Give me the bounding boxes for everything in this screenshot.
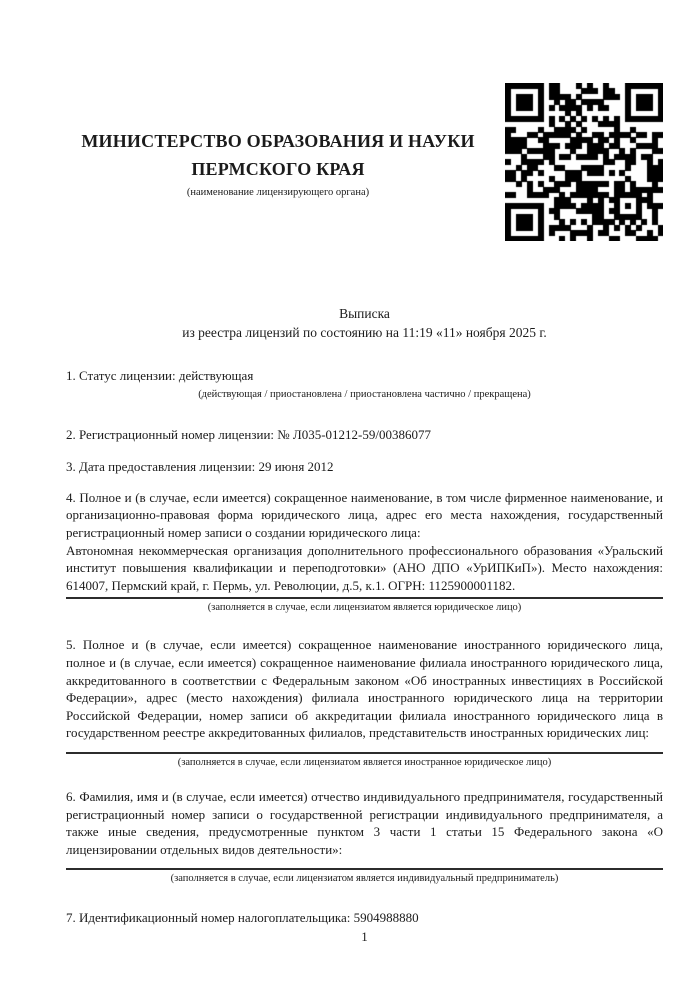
section-grant-date xyxy=(66,458,663,476)
page-number: 1 xyxy=(361,929,368,944)
taxpayer-number-text: 7. Идентификационный номер налогоплательщика: 5904988880 xyxy=(66,910,419,926)
authority-caption: (наименование лицензирующего органа) xyxy=(186,186,370,198)
empty-fill-field xyxy=(66,742,663,752)
document-subtitle: из реестра лицензий по состоянию на 11:19 «11» ноября 2025 г. xyxy=(182,325,547,340)
section-taxpayer-number xyxy=(66,909,663,927)
entrepreneur-note: (заполняется в случае, если лицензиатом является индивидуальный предприниматель) xyxy=(170,873,559,885)
document-title-block xyxy=(66,304,663,342)
section-individual-entrepreneur xyxy=(66,788,663,885)
fill-line-rule xyxy=(66,597,663,599)
document-title: Выписка xyxy=(339,306,390,321)
section-license-status xyxy=(66,367,663,401)
section-legal-entity xyxy=(66,489,663,615)
entrepreneur-question: 6. Фамилия, имя и (в случае, если имеется) отчество индивидуального предпринимателя, государственный регистрационный номер записи о государственной регистрации индивидуального предпринимателя, а также иные сведения, предусмотренные пунктом 3 части 1 статьи 15 Федерального закона «О лицензировании отдельных видов деятельности»: xyxy=(66,788,663,857)
license-status-text: 1. Статус лицензии: действующая xyxy=(66,368,254,383)
legal-entity-note: (заполняется в случае, если лицензиатом является юридическое лицо) xyxy=(207,602,522,614)
foreign-entity-question: 5. Полное и (в случае, если имеется) сокращенное наименование иностранного юридического лица, полное и (в случае, если имеется) сокращенное наименование филиала иностранного юридического лица, аккредитованного в соответствии с Федеральным законом «Об иностранных инвестициях в Российской Федерации», адрес (место нахождения) филиала иностранного юридического лица на территории Российской Федерации, номер записи об аккредитации филиала иностранного юридического лица в государственном реестре аккредитованных филиалов, представительств иностранных юридических лиц: xyxy=(66,637,663,741)
grant-date-text: 3. Дата предоставления лицензии: 29 июня 2012 xyxy=(66,459,334,475)
registration-number-text: 2. Регистрационный номер лицензии: № Л035-01212-59/00386077 xyxy=(66,426,432,442)
foreign-entity-note: (заполняется в случае, если лицензиатом является иностранное юридическое лицо) xyxy=(177,756,552,768)
legal-entity-question: 4. Полное и (в случае, если имеется) сокращенное наименование, в том числе фирменное наименование, и организационно-правовая форма юридического лица, адрес его места нахождения, государственный регистрационный номер записи о создании юридического лица: xyxy=(66,489,663,540)
ministry-title-line1: МИНИСТЕРСТВО ОБРАЗОВАНИЯ И НАУКИ xyxy=(81,130,475,151)
license-status-note: (действующая / приостановлена / приостановлена частично / прекращена) xyxy=(198,388,531,400)
fill-line-rule xyxy=(66,752,663,754)
empty-fill-field xyxy=(66,858,663,868)
section-registration-number xyxy=(66,426,663,444)
qr-code-icon xyxy=(505,83,663,241)
document-header xyxy=(66,83,663,241)
licensing-authority xyxy=(66,127,490,198)
section-foreign-entity xyxy=(66,636,663,769)
legal-entity-value: Автономная некоммерческая организация дополнительного профессионального образования «Уральский институт повышения квалификации и переподготовки» (АНО ДПО «УрИПКиП»). Место нахождения: 614007, Пермский край, г. Пермь, ул. Революции, д.5, к.1. ОГРН: 1125900001182. xyxy=(66,542,663,593)
fill-line-rule xyxy=(66,868,663,870)
ministry-title-line2: ПЕРМСКОГО КРАЯ xyxy=(191,158,365,179)
